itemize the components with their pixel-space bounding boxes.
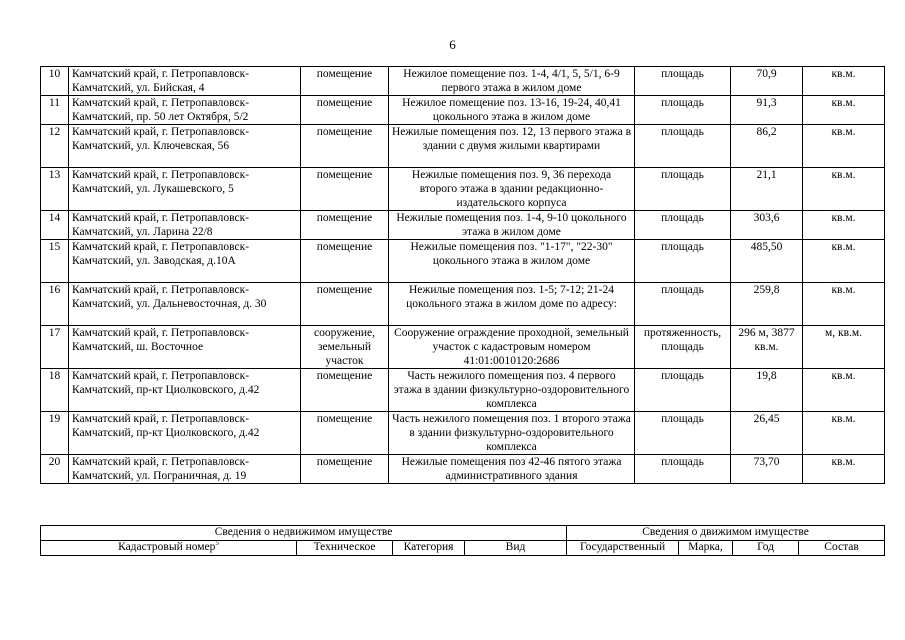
row-number: 18: [41, 369, 69, 412]
row-unit: кв.м.: [803, 96, 885, 125]
row-parameter: площадь: [635, 67, 731, 96]
row-unit: кв.м.: [803, 125, 885, 168]
brand-header: Марка,: [679, 541, 733, 556]
row-description: Сооружение ограждение проходной, земельный участок с кадастровым номером 41:01:0010120:2686: [389, 326, 635, 369]
state-header: Государственный: [567, 541, 679, 556]
category-header: Категория: [393, 541, 465, 556]
row-value: 485,50: [731, 240, 803, 283]
realty-section-header: Сведения о недвижимом имуществе: [41, 526, 567, 541]
table-row: [41, 369, 885, 412]
row-value: 259,8: [731, 283, 803, 326]
table-row: [41, 211, 885, 240]
row-value: 26,45: [731, 412, 803, 455]
table-row: [41, 455, 885, 484]
year-header: Год: [733, 541, 799, 556]
table-row: [41, 240, 885, 283]
row-parameter: площадь: [635, 240, 731, 283]
row-unit: кв.м.: [803, 168, 885, 211]
row-value: 91,3: [731, 96, 803, 125]
row-number: 16: [41, 283, 69, 326]
row-value: 73,70: [731, 455, 803, 484]
row-description: Нежилые помещения поз. "1-17", "22-30" цокольного этажа в жилом доме: [389, 240, 635, 283]
row-parameter: площадь: [635, 283, 731, 326]
property-table: [40, 66, 885, 484]
row-address: Камчатский край, г. Петропавловск-Камчатский, пр-кт Циолковского, д.42: [69, 412, 301, 455]
row-parameter: площадь: [635, 369, 731, 412]
row-description: Нежилое помещение поз. 1-4, 4/1, 5, 5/1, 6-9 первого этажа в жилом доме: [389, 67, 635, 96]
row-parameter: площадь: [635, 168, 731, 211]
row-description: Нежилые помещения поз. 9, 36 перехода второго этажа в здании редакционно-издательского корпуса: [389, 168, 635, 211]
cadastral-number-header: [41, 541, 297, 556]
row-unit: кв.м.: [803, 369, 885, 412]
row-description: Нежилое помещение поз. 13-16, 19-24, 40,41 цокольного этажа в жилом доме: [389, 96, 635, 125]
row-object-type: помещение: [301, 125, 389, 168]
row-number: 14: [41, 211, 69, 240]
row-number: 12: [41, 125, 69, 168]
technical-header: Техническое: [297, 541, 393, 556]
row-unit: кв.м.: [803, 455, 885, 484]
row-object-type: сооружение, земельный участок: [301, 326, 389, 369]
row-value: 303,6: [731, 211, 803, 240]
row-unit: м, кв.м.: [803, 326, 885, 369]
row-object-type: помещение: [301, 67, 389, 96]
row-number: 13: [41, 168, 69, 211]
table-row: [41, 168, 885, 211]
row-value: 21,1: [731, 168, 803, 211]
row-unit: кв.м.: [803, 412, 885, 455]
property-summary-header-table: [40, 525, 885, 556]
row-value: 86,2: [731, 125, 803, 168]
footnote-marker: 5: [215, 540, 219, 548]
row-unit: кв.м.: [803, 283, 885, 326]
row-description: Нежилые помещения поз 42-46 пятого этажа административного здания: [389, 455, 635, 484]
row-object-type: помещение: [301, 412, 389, 455]
row-address: Камчатский край, г. Петропавловск-Камчатский, пр. 50 лет Октября, 5/2: [69, 96, 301, 125]
row-parameter: протяженность, площадь: [635, 326, 731, 369]
table-row: [41, 125, 885, 168]
row-description: Нежилые помещения поз. 1-5; 7-12; 21-24 цокольного этажа в жилом доме по адресу:: [389, 283, 635, 326]
row-parameter: площадь: [635, 211, 731, 240]
kind-header: Вид: [465, 541, 567, 556]
row-number: 11: [41, 96, 69, 125]
row-address: Камчатский край, г. Петропавловск-Камчатский, ул. Ларина 22/8: [69, 211, 301, 240]
table-row: [41, 283, 885, 326]
row-parameter: площадь: [635, 125, 731, 168]
row-address: Камчатский край, г. Петропавловск-Камчатский, ул. Бийская, 4: [69, 67, 301, 96]
row-value: 19,8: [731, 369, 803, 412]
row-description: Нежилые помещения поз. 1-4, 9-10 цокольного этажа в жилом доме: [389, 211, 635, 240]
row-unit: кв.м.: [803, 67, 885, 96]
row-object-type: помещение: [301, 283, 389, 326]
row-unit: кв.м.: [803, 211, 885, 240]
row-address: Камчатский край, г. Петропавловск-Камчатский, ул. Пограничная, д. 19: [69, 455, 301, 484]
row-address: Камчатский край, г. Петропавловск-Камчатский, пр-кт Циолковского, д.42: [69, 369, 301, 412]
row-address: Камчатский край, г. Петропавловск-Камчатский, ул. Заводская, д.10А: [69, 240, 301, 283]
row-address: Камчатский край, г. Петропавловск-Камчатский, ул. Ключевская, 56: [69, 125, 301, 168]
row-parameter: площадь: [635, 455, 731, 484]
row-value: 70,9: [731, 67, 803, 96]
row-object-type: помещение: [301, 455, 389, 484]
cadastral-number-label: Кадастровый номер: [118, 541, 216, 553]
row-number: 19: [41, 412, 69, 455]
table-row: [41, 412, 885, 455]
row-address: Камчатский край, г. Петропавловск-Камчатский, ш. Восточное: [69, 326, 301, 369]
table-row: [41, 96, 885, 125]
table-row: [41, 67, 885, 96]
row-object-type: помещение: [301, 168, 389, 211]
row-unit: кв.м.: [803, 240, 885, 283]
table-row: [41, 326, 885, 369]
row-object-type: помещение: [301, 240, 389, 283]
page-number: 6: [449, 37, 456, 52]
row-object-type: помещение: [301, 369, 389, 412]
row-number: 17: [41, 326, 69, 369]
row-description: Часть нежилого помещения поз. 4 первого этажа в здании физкультурно-оздоровительного комплекса: [389, 369, 635, 412]
row-object-type: помещение: [301, 96, 389, 125]
composition-header: Состав: [799, 541, 885, 556]
row-address: Камчатский край, г. Петропавловск-Камчатский, ул. Дальневосточная, д. 30: [69, 283, 301, 326]
row-number: 10: [41, 67, 69, 96]
row-description: Нежилые помещения поз. 12, 13 первого этажа в здании с двумя жилыми квартирами: [389, 125, 635, 168]
row-parameter: площадь: [635, 96, 731, 125]
row-description: Часть нежилого помещения поз. 1 второго этажа в здании физкультурно-оздоровительного комплекса: [389, 412, 635, 455]
row-parameter: площадь: [635, 412, 731, 455]
row-address: Камчатский край, г. Петропавловск-Камчатский, ул. Лукашевского, 5: [69, 168, 301, 211]
row-number: 20: [41, 455, 69, 484]
row-value: 296 м, 3877 кв.м.: [731, 326, 803, 369]
movable-section-header: Сведения о движимом имуществе: [567, 526, 885, 541]
row-object-type: помещение: [301, 211, 389, 240]
row-number: 15: [41, 240, 69, 283]
